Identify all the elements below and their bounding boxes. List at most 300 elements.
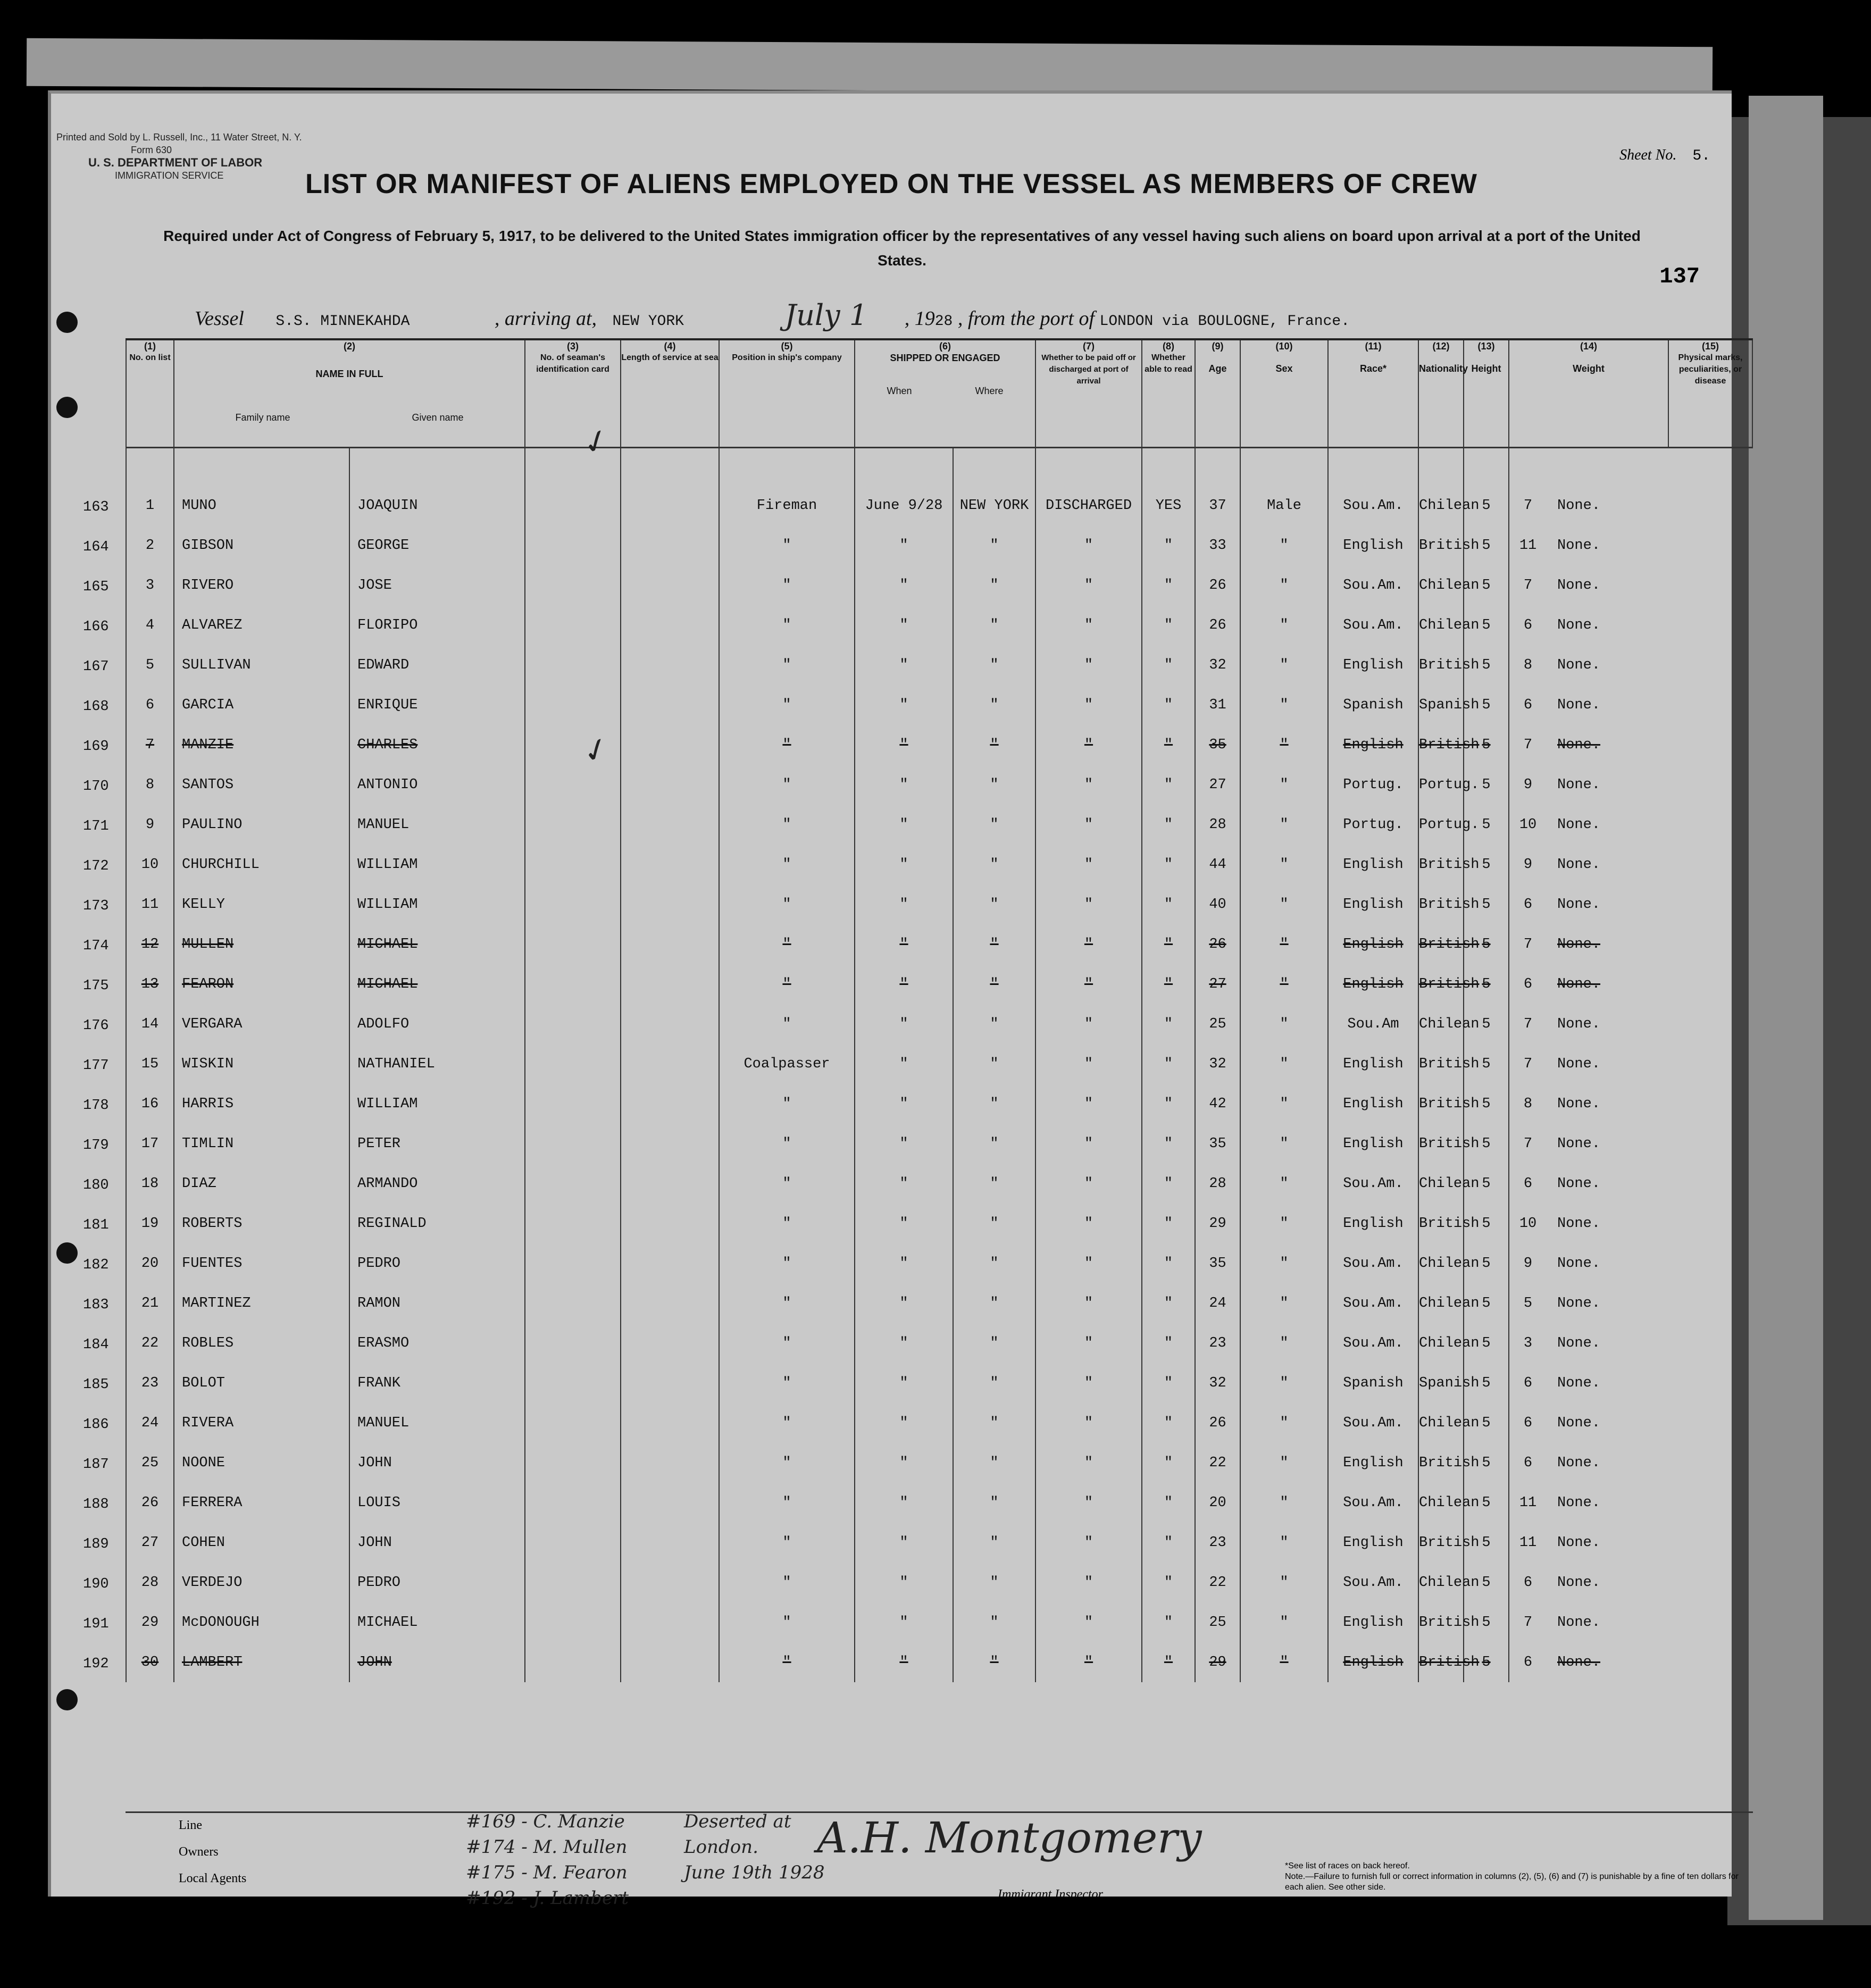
id-card	[525, 565, 621, 605]
no-on-list: 25	[126, 1443, 174, 1483]
arrival-port: NEW YORK	[612, 313, 684, 330]
punch-hole	[56, 1689, 78, 1710]
sheet-line-number: 168	[83, 699, 109, 715]
shipped-when: "	[855, 725, 953, 765]
id-card	[525, 1602, 621, 1642]
weight-and-marks	[1509, 1443, 1668, 1483]
shipped-when: "	[855, 1124, 953, 1164]
position: "	[719, 1323, 855, 1363]
length-of-service	[621, 1642, 719, 1682]
weight: 6	[1523, 697, 1533, 713]
shipped-where: "	[953, 1642, 1035, 1682]
physical-marks: None.	[1557, 856, 1601, 873]
table-row	[126, 1004, 1752, 1044]
id-card	[525, 1164, 621, 1204]
physical-marks: None.	[1557, 1016, 1601, 1032]
length-of-service	[621, 1283, 719, 1323]
shipped-where: "	[953, 1243, 1035, 1283]
race: Sou.Am.	[1328, 605, 1418, 645]
no-on-list: 23	[126, 1363, 174, 1403]
age: 35	[1195, 725, 1240, 765]
age: 31	[1195, 685, 1240, 725]
shipped-where: "	[953, 685, 1035, 725]
weight-and-marks	[1509, 725, 1668, 765]
paid-off: "	[1035, 1523, 1142, 1563]
able-to-read: "	[1142, 1443, 1195, 1483]
deserted-list	[466, 1809, 629, 1911]
race: Sou.Am	[1328, 1004, 1418, 1044]
race: Sou.Am.	[1328, 486, 1418, 525]
family-name: PAULINO	[174, 805, 349, 845]
nationality: Spanish	[1418, 685, 1464, 725]
physical-marks: None.	[1557, 1175, 1601, 1192]
family-name: HARRIS	[174, 1084, 349, 1124]
age: 37	[1195, 486, 1240, 525]
length-of-service	[621, 964, 719, 1004]
shipped-where: "	[953, 1403, 1035, 1443]
nationality: Chilean	[1418, 1283, 1464, 1323]
height: 5	[1464, 1403, 1509, 1443]
nationality: Portug.	[1418, 805, 1464, 845]
height: 5	[1464, 1084, 1509, 1124]
physical-marks: None.	[1557, 1574, 1601, 1591]
height: 5	[1464, 1124, 1509, 1164]
race: English	[1328, 1044, 1418, 1084]
race: English	[1328, 725, 1418, 765]
physical-marks: None.	[1557, 577, 1601, 594]
shipped-where: "	[953, 725, 1035, 765]
nationality: Chilean	[1418, 1243, 1464, 1283]
no-on-list: 13	[126, 964, 174, 1004]
length-of-service	[621, 1004, 719, 1044]
position: "	[719, 525, 855, 565]
shipped-where: "	[953, 884, 1035, 924]
punch-hole	[56, 1242, 78, 1264]
age: 27	[1195, 964, 1240, 1004]
physical-marks: None.	[1557, 497, 1601, 514]
able-to-read: "	[1142, 1642, 1195, 1682]
given-name: GEORGE	[349, 525, 525, 565]
age: 28	[1195, 805, 1240, 845]
shipped-when: "	[855, 1602, 953, 1642]
weight: 7	[1523, 1614, 1533, 1631]
col-10-header: (10) Sex	[1240, 339, 1328, 448]
physical-marks: None.	[1557, 1375, 1601, 1391]
sex: "	[1240, 685, 1328, 725]
shipped-where: "	[953, 765, 1035, 805]
shipped-where: "	[953, 1044, 1035, 1084]
col-11-header: (11) Race*	[1328, 339, 1418, 448]
physical-marks: None.	[1557, 976, 1601, 992]
able-to-read: "	[1142, 645, 1195, 685]
position: "	[719, 845, 855, 884]
year-value: 28	[934, 313, 953, 330]
no-on-list: 26	[126, 1483, 174, 1523]
family-name: TIMLIN	[174, 1124, 349, 1164]
table-row	[126, 1483, 1752, 1523]
paid-off: "	[1035, 1204, 1142, 1243]
length-of-service	[621, 765, 719, 805]
length-of-service	[621, 1204, 719, 1243]
family-name: FERRERA	[174, 1483, 349, 1523]
shipped-where: "	[953, 1563, 1035, 1602]
age: 22	[1195, 1443, 1240, 1483]
paid-off: "	[1035, 1363, 1142, 1403]
sheet-line-number: 183	[83, 1297, 109, 1313]
table-row	[126, 964, 1752, 1004]
paid-off: "	[1035, 525, 1142, 565]
table-row	[126, 1084, 1752, 1124]
length-of-service	[621, 1483, 719, 1523]
id-card	[525, 964, 621, 1004]
nationality: British	[1418, 645, 1464, 685]
no-on-list: 1	[126, 486, 174, 525]
nationality: Portug.	[1418, 765, 1464, 805]
family-name: MARTINEZ	[174, 1283, 349, 1323]
year-label: , 19	[904, 307, 935, 330]
from-port: LONDON via BOULOGNE, France.	[1099, 313, 1350, 330]
paid-off: "	[1035, 1283, 1142, 1323]
table-row	[126, 605, 1752, 645]
family-name: WISKIN	[174, 1044, 349, 1084]
shipped-when: "	[855, 1563, 953, 1602]
position: "	[719, 1563, 855, 1602]
inspector-signature: A.H. Montgomery	[817, 1813, 1202, 1862]
sheet-line-number: 181	[83, 1217, 109, 1233]
footer	[126, 1811, 1753, 1941]
sex: "	[1240, 964, 1328, 1004]
given-name: PEDRO	[349, 1243, 525, 1283]
col-4-header: (4) Length of service at sea	[621, 339, 719, 448]
sheet-line-number: 189	[83, 1536, 109, 1552]
weight: 11	[1519, 1534, 1537, 1551]
height: 5	[1464, 1563, 1509, 1602]
height: 5	[1464, 765, 1509, 805]
sheet-line-number: 177	[83, 1058, 109, 1074]
shipped-when: "	[855, 525, 953, 565]
family-name: FEARON	[174, 964, 349, 1004]
paid-off: "	[1035, 1004, 1142, 1044]
id-card	[525, 525, 621, 565]
no-on-list: 9	[126, 805, 174, 845]
physical-marks: None.	[1557, 1335, 1601, 1351]
nationality: Chilean	[1418, 1563, 1464, 1602]
sheet-line-number: 179	[83, 1138, 109, 1154]
race: English	[1328, 1523, 1418, 1563]
height: 5	[1464, 486, 1509, 525]
sex: "	[1240, 1642, 1328, 1682]
position: "	[719, 805, 855, 845]
sheet-line-number: 187	[83, 1457, 109, 1473]
weight-and-marks	[1509, 1483, 1668, 1523]
weight-and-marks	[1509, 1084, 1668, 1124]
sex: "	[1240, 605, 1328, 645]
given-name: ENRIQUE	[349, 685, 525, 725]
deserted-note-line: Deserted at	[684, 1811, 791, 1832]
form-number: 14-1240	[195, 1914, 230, 1925]
family-name: VERDEJO	[174, 1563, 349, 1602]
shipped-when: "	[855, 1283, 953, 1323]
shipped-where: "	[953, 1004, 1035, 1044]
weight: 11	[1519, 1494, 1537, 1511]
shipped-when: "	[855, 1044, 953, 1084]
age: 24	[1195, 1283, 1240, 1323]
nationality: British	[1418, 884, 1464, 924]
weight: 6	[1523, 1175, 1533, 1192]
family-name-header: Family name	[235, 412, 290, 423]
race-footnote: *See list of races on back hereof.	[1285, 1861, 1410, 1870]
no-on-list: 5	[126, 645, 174, 685]
deserted-note-line: June 19th 1928	[684, 1862, 825, 1883]
weight: 7	[1523, 497, 1533, 514]
length-of-service	[621, 1363, 719, 1403]
shipped-where: "	[953, 1523, 1035, 1563]
col-9-header: (9) Age	[1195, 339, 1240, 448]
able-to-read: "	[1142, 1204, 1195, 1243]
age: 26	[1195, 565, 1240, 605]
weight: 6	[1523, 976, 1533, 992]
race: Spanish	[1328, 1363, 1418, 1403]
height: 5	[1464, 924, 1509, 964]
shipped-when: "	[855, 805, 953, 845]
nationality: Chilean	[1418, 1403, 1464, 1443]
physical-marks: None.	[1557, 697, 1601, 713]
weight-and-marks	[1509, 924, 1668, 964]
given-name: JOAQUIN	[349, 486, 525, 525]
shipped-where: "	[953, 1084, 1035, 1124]
physical-marks: None.	[1557, 1295, 1601, 1312]
service: IMMIGRATION SERVICE	[115, 170, 224, 181]
family-name: ROBLES	[174, 1323, 349, 1363]
sex: "	[1240, 725, 1328, 765]
sex: "	[1240, 805, 1328, 845]
sex: "	[1240, 1084, 1328, 1124]
given-name: NATHANIEL	[349, 1044, 525, 1084]
given-name: MANUEL	[349, 1403, 525, 1443]
shipped-when: "	[855, 685, 953, 725]
able-to-read: "	[1142, 1523, 1195, 1563]
given-name: JOHN	[349, 1642, 525, 1682]
paper-edge	[27, 38, 1713, 95]
weight-and-marks	[1509, 1403, 1668, 1443]
shipped-where: "	[953, 964, 1035, 1004]
sheet-line-number: 171	[83, 818, 109, 834]
no-on-list: 24	[126, 1403, 174, 1443]
deserted-entry: #169 - C. Manzie	[466, 1811, 625, 1832]
shipped-when: "	[855, 964, 953, 1004]
height: 5	[1464, 525, 1509, 565]
given-name: ARMANDO	[349, 1164, 525, 1204]
race: Portug.	[1328, 765, 1418, 805]
id-card	[525, 1443, 621, 1483]
nationality: British	[1418, 1602, 1464, 1642]
table-row	[126, 1243, 1752, 1283]
when-header: When	[887, 386, 912, 396]
weight: 6	[1523, 1415, 1533, 1431]
able-to-read: "	[1142, 1164, 1195, 1204]
length-of-service	[621, 1602, 719, 1642]
weight-and-marks	[1509, 845, 1668, 884]
shipped-where: "	[953, 645, 1035, 685]
id-card	[525, 1243, 621, 1283]
height: 5	[1464, 1004, 1509, 1044]
no-on-list: 11	[126, 884, 174, 924]
able-to-read: "	[1142, 1403, 1195, 1443]
race: Sou.Am.	[1328, 1563, 1418, 1602]
able-to-read: "	[1142, 685, 1195, 725]
race: English	[1328, 924, 1418, 964]
given-name: WILLIAM	[349, 1084, 525, 1124]
age: 20	[1195, 1483, 1240, 1523]
able-to-read: "	[1142, 1323, 1195, 1363]
no-on-list: 18	[126, 1164, 174, 1204]
height: 5	[1464, 645, 1509, 685]
length-of-service	[621, 1124, 719, 1164]
empty-cell	[1418, 448, 1464, 486]
able-to-read: "	[1142, 1363, 1195, 1403]
id-card	[525, 1363, 621, 1403]
col-7-header: (7) Whether to be paid off or discharged at port of arrival	[1035, 339, 1142, 448]
able-to-read: "	[1142, 1243, 1195, 1283]
col-6-header: (6) SHIPPED OR ENGAGED When Where	[855, 339, 1035, 448]
printer-line: Printed and Sold by L. Russell, Inc., 11 Water Street, N. Y.	[56, 132, 302, 143]
table-row	[126, 805, 1752, 845]
shipped-when: "	[855, 1443, 953, 1483]
manifest-sheet	[48, 90, 1743, 1925]
sheet-value: 5.	[1692, 148, 1710, 164]
family-name: GIBSON	[174, 525, 349, 565]
shipped-where: "	[953, 1483, 1035, 1523]
length-of-service	[621, 1523, 719, 1563]
physical-marks: None.	[1557, 1255, 1601, 1272]
family-name: DIAZ	[174, 1164, 349, 1204]
position: "	[719, 964, 855, 1004]
no-on-list: 22	[126, 1323, 174, 1363]
table-row	[126, 924, 1752, 964]
id-card	[525, 1323, 621, 1363]
physical-marks: None.	[1557, 1135, 1601, 1152]
able-to-read: "	[1142, 1084, 1195, 1124]
col-5-header: (5) Position in ship's company	[719, 339, 855, 448]
deserted-entry: #174 - M. Mullen	[466, 1836, 628, 1858]
physical-marks: None.	[1557, 1215, 1601, 1232]
nationality: British	[1418, 924, 1464, 964]
able-to-read: "	[1142, 805, 1195, 845]
race: English	[1328, 1084, 1418, 1124]
family-name: McDONOUGH	[174, 1602, 349, 1642]
weight: 7	[1523, 1056, 1533, 1072]
sheet-line-number: 167	[83, 659, 109, 675]
page-number: 137	[1659, 264, 1700, 289]
position: "	[719, 1483, 855, 1523]
table-row	[126, 1563, 1752, 1602]
sex: "	[1240, 924, 1328, 964]
length-of-service	[621, 1443, 719, 1483]
age: 26	[1195, 605, 1240, 645]
shipped-when: "	[855, 1403, 953, 1443]
weight-and-marks	[1509, 765, 1668, 805]
paid-off: "	[1035, 884, 1142, 924]
empty-cell	[1035, 448, 1142, 486]
id-card	[525, 645, 621, 685]
deserted-note	[684, 1809, 825, 1885]
weight: 6	[1523, 1574, 1533, 1591]
length-of-service	[621, 725, 719, 765]
sheet-line-number: 174	[83, 938, 109, 954]
position: "	[719, 1124, 855, 1164]
length-of-service	[621, 1164, 719, 1204]
weight: 5	[1523, 1295, 1533, 1312]
no-on-list: 27	[126, 1523, 174, 1563]
shipped-when: "	[855, 884, 953, 924]
table-row	[126, 1403, 1752, 1443]
given-name: EDWARD	[349, 645, 525, 685]
sex: "	[1240, 1403, 1328, 1443]
length-of-service	[621, 1243, 719, 1283]
paper-edge-right	[1749, 96, 1823, 1920]
punch-hole	[56, 312, 78, 333]
race: English	[1328, 845, 1418, 884]
paid-off: DISCHARGED	[1035, 486, 1142, 525]
nationality: Chilean	[1418, 605, 1464, 645]
table-row	[126, 1523, 1752, 1563]
length-of-service	[621, 565, 719, 605]
given-name: ANTONIO	[349, 765, 525, 805]
weight-and-marks	[1509, 1243, 1668, 1283]
nationality: British	[1418, 845, 1464, 884]
physical-marks: None.	[1557, 537, 1601, 554]
sex: "	[1240, 1483, 1328, 1523]
empty-cell	[1240, 448, 1328, 486]
from-label: , from the port of	[957, 307, 1095, 330]
weight-and-marks	[1509, 486, 1668, 525]
id-card	[525, 605, 621, 645]
empty-cell	[1509, 448, 1668, 486]
empty-cell	[174, 448, 349, 486]
empty-cell	[1195, 448, 1240, 486]
position: "	[719, 1084, 855, 1124]
position: "	[719, 1403, 855, 1443]
nationality: British	[1418, 725, 1464, 765]
sheet-line-number: 188	[83, 1497, 109, 1513]
race: Sou.Am.	[1328, 1483, 1418, 1523]
length-of-service	[621, 1044, 719, 1084]
height: 5	[1464, 884, 1509, 924]
weight: 11	[1519, 537, 1537, 554]
table-row	[126, 1283, 1752, 1323]
given-name: JOHN	[349, 1523, 525, 1563]
family-name: CHURCHILL	[174, 845, 349, 884]
sex: "	[1240, 1124, 1328, 1164]
given-name: LOUIS	[349, 1483, 525, 1523]
sheet-line-number: 172	[83, 858, 109, 874]
no-on-list: 14	[126, 1004, 174, 1044]
empty-cell	[349, 448, 525, 486]
height: 5	[1464, 1243, 1509, 1283]
position: "	[719, 1443, 855, 1483]
age: 35	[1195, 1243, 1240, 1283]
given-name: PEDRO	[349, 1563, 525, 1602]
physical-marks: None.	[1557, 1534, 1601, 1551]
no-on-list: 4	[126, 605, 174, 645]
age: 32	[1195, 1363, 1240, 1403]
weight-and-marks	[1509, 884, 1668, 924]
paid-off: "	[1035, 964, 1142, 1004]
weight: 9	[1523, 776, 1533, 793]
nationality: British	[1418, 1642, 1464, 1682]
no-on-list: 28	[126, 1563, 174, 1602]
shipped-where: "	[953, 1602, 1035, 1642]
